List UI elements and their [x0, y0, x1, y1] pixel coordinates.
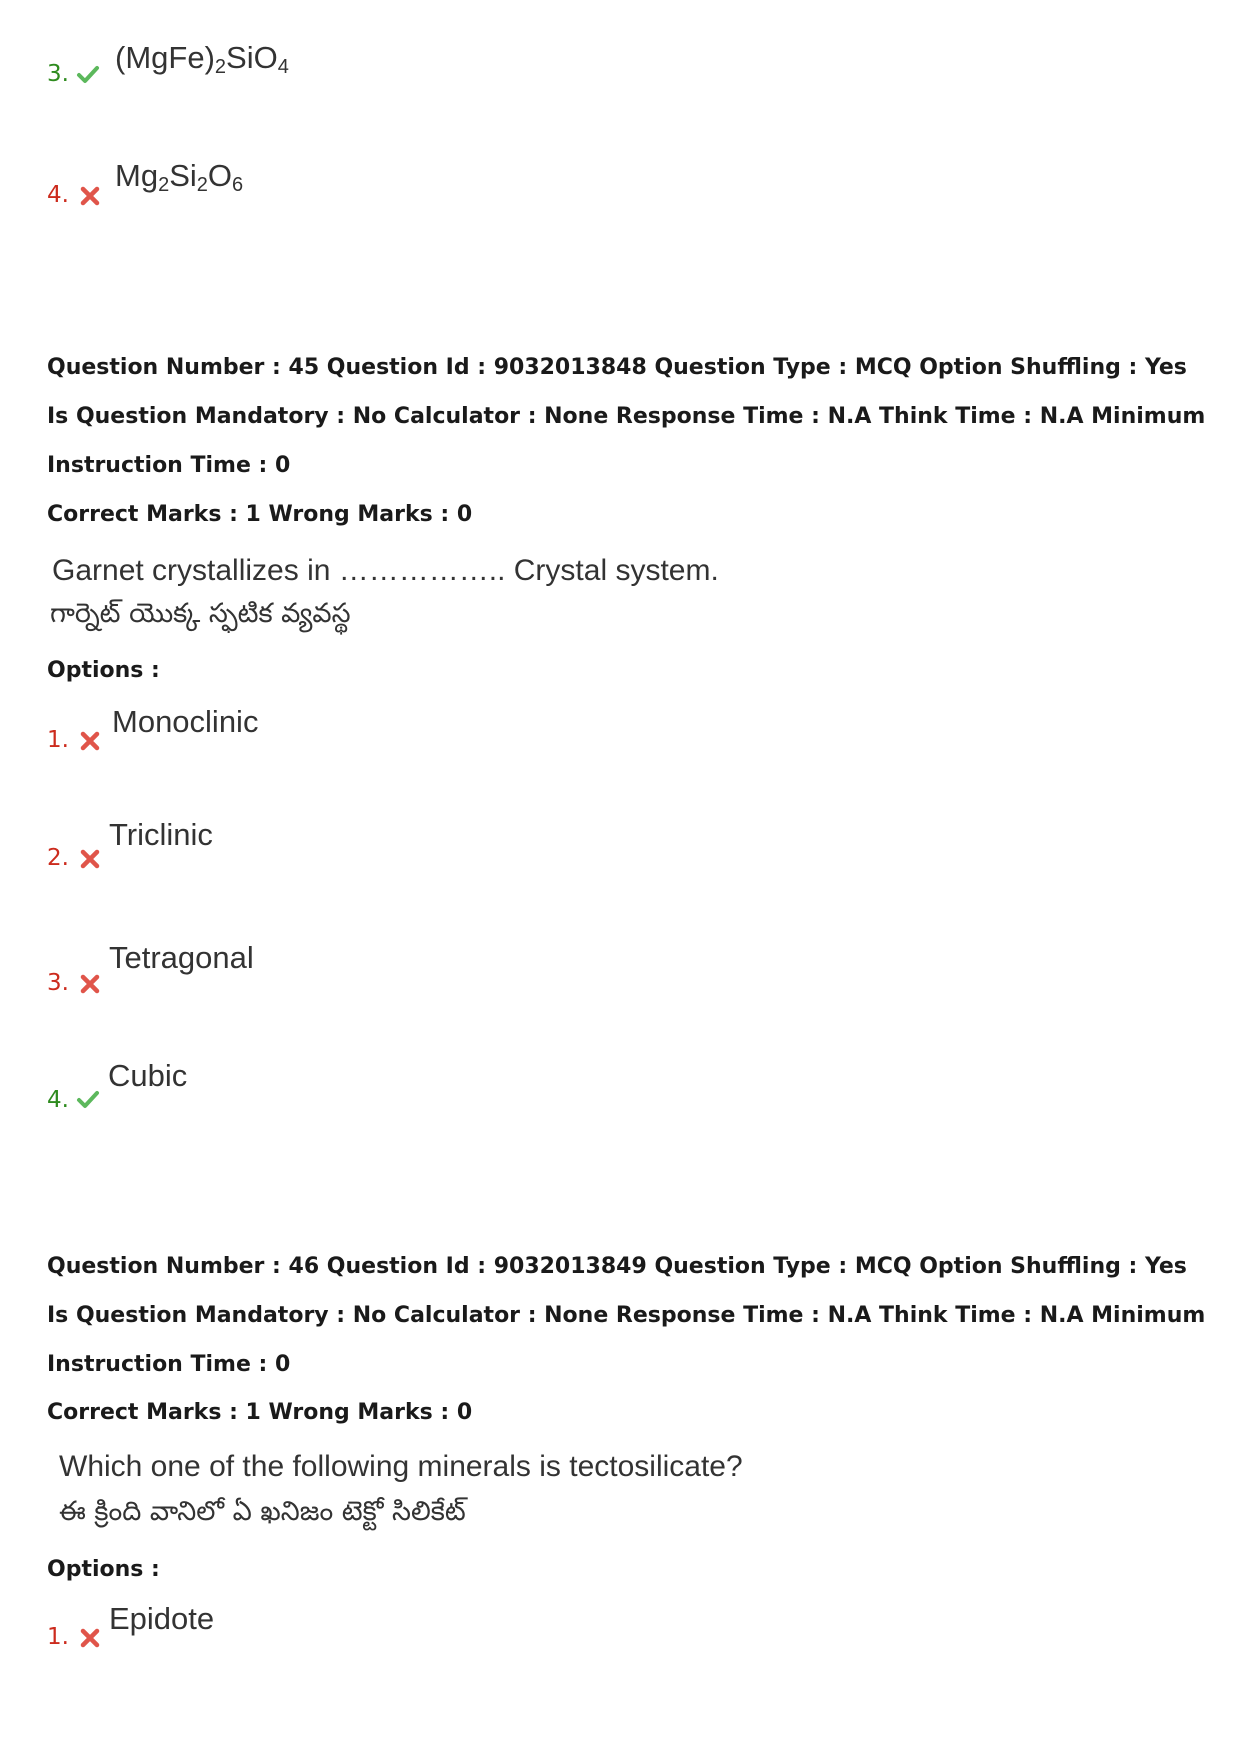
question-text-telugu: ఈ క్రింది వానిలో ఏ ఖనిజం టెక్టో సిలికేట్ [59, 1496, 466, 1527]
option-number: 1. [47, 1624, 69, 1650]
cross-icon [78, 1626, 102, 1650]
marks-info: Correct Marks : 1 Wrong Marks : 0 [47, 502, 473, 527]
options-label: Options : [47, 1557, 160, 1582]
question-text-telugu: గార్నెట్ యొక్క స్ఫటిక వ్యవస్థ [50, 598, 351, 629]
option-text: Monoclinic [112, 704, 259, 739]
cross-icon [78, 847, 102, 871]
formula-subscript: 6 [232, 174, 244, 196]
cross-icon [78, 184, 102, 208]
option-text [115, 40, 289, 76]
option-text: Epidote [109, 1601, 215, 1636]
question-text-english: Which one of the following minerals is tectosilicate? [59, 1450, 743, 1483]
formula-subscript: 4 [277, 56, 289, 78]
option-number: 1. [47, 727, 69, 753]
question-text-english: Garnet crystallizes in …………….. Crystal system. [52, 554, 719, 587]
option-number: 4. [47, 1087, 69, 1113]
cross-icon [78, 729, 102, 753]
formula-part: O [207, 158, 233, 193]
check-icon [76, 1087, 100, 1111]
question-meta: Question Number : 45 Question Id : 9032013848 Question Type : MCQ Option Shuffling : Yes Is Question Mandatory : No Calculator : None Response Time : N.A Think Time : N.A Minimum Instruction Time : 0 [47, 355, 1206, 478]
marks-info: Correct Marks : 1 Wrong Marks : 0 [47, 1400, 473, 1425]
option-number: 3. [47, 970, 69, 996]
cross-icon [78, 972, 102, 996]
option-text [115, 158, 243, 194]
option-text: Cubic [108, 1058, 188, 1093]
formula-part: Si [169, 158, 197, 193]
check-icon [76, 62, 100, 86]
option-number: 4. [47, 182, 69, 208]
option-number: 3. [47, 61, 69, 87]
formula-subscript: 2 [214, 56, 227, 78]
formula-subscript: 2 [196, 174, 208, 196]
question-meta: Question Number : 46 Question Id : 9032013849 Question Type : MCQ Option Shuffling : Yes Is Question Mandatory : No Calculator : None Response Time : N.A Think Time : N.A Minimum Instruction Time : 0 [47, 1254, 1206, 1377]
formula-part: (MgFe) [115, 40, 215, 75]
option-text: Tetragonal [109, 940, 254, 975]
formula-subscript: 2 [158, 174, 170, 196]
formula-part: SiO [226, 40, 278, 75]
options-label: Options : [47, 658, 160, 683]
option-number: 2. [47, 845, 69, 871]
formula-part: Mg [115, 158, 159, 193]
option-text: Triclinic [109, 817, 213, 852]
